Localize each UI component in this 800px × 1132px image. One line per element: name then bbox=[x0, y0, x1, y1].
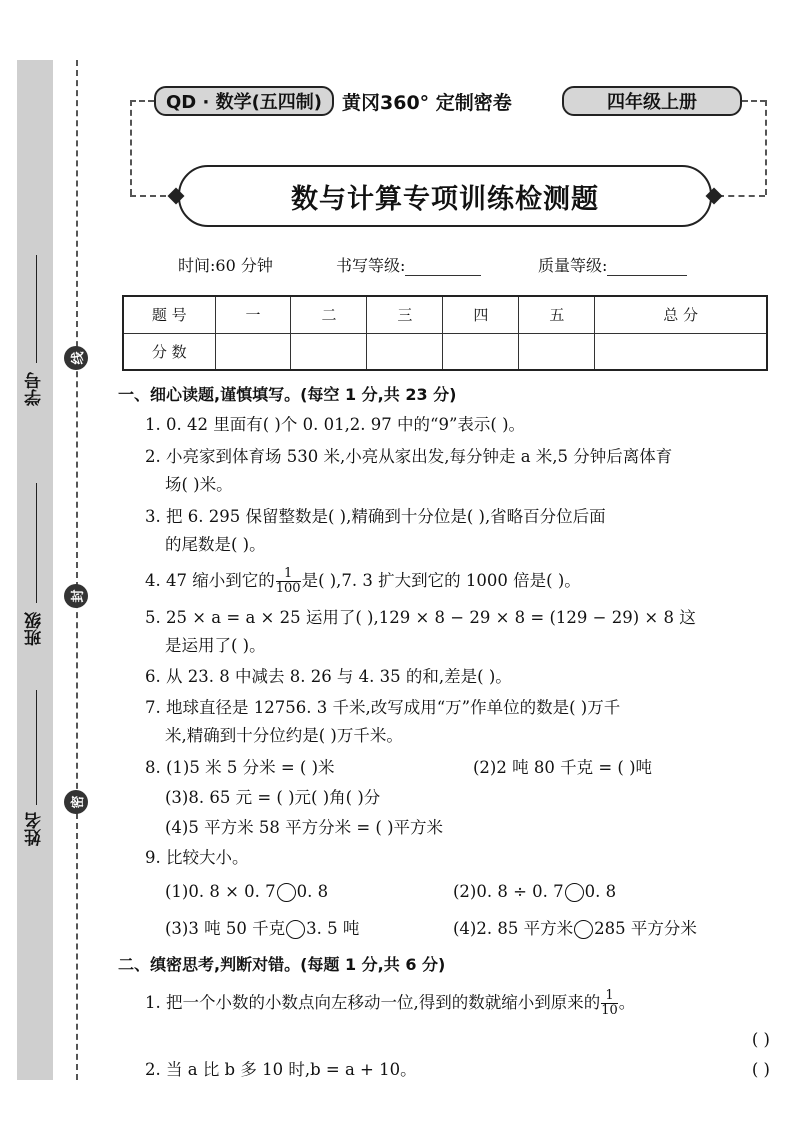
score-cell[interactable] bbox=[291, 333, 367, 370]
q4-post: 是( ),7. 3 扩大到它的 1000 倍是( )。 bbox=[301, 571, 581, 590]
score-cell[interactable] bbox=[367, 333, 443, 370]
question-2-2 bbox=[118, 1056, 778, 1084]
quality-grade bbox=[538, 253, 687, 276]
score-table-header-row bbox=[123, 296, 767, 333]
writing-grade-label: 书写等级: bbox=[336, 256, 406, 275]
header-dash-right bbox=[765, 100, 767, 195]
compare-circle[interactable] bbox=[286, 920, 305, 939]
header-dash-right-top bbox=[742, 100, 766, 102]
question-1-6: 6. 从 23. 8 中减去 8. 26 与 4. 35 的和,差是( )。 bbox=[145, 667, 512, 686]
score-cell[interactable] bbox=[443, 333, 519, 370]
q9-item2-right: 0. 8 bbox=[584, 882, 617, 901]
question-1-4 bbox=[118, 567, 778, 596]
q9-item4-left: (4)2. 85 平方米 bbox=[453, 919, 574, 938]
q9-item1-right: 0. 8 bbox=[296, 882, 329, 901]
series-badge: QD · 数学(五四制) bbox=[154, 86, 334, 116]
q9-item1-left: (1)0. 8 × 0. 7 bbox=[165, 882, 276, 901]
score-cell[interactable] bbox=[595, 333, 767, 370]
score-header-cell: 四 bbox=[443, 296, 519, 333]
q9-item1 bbox=[165, 878, 453, 906]
s2q1-pre: 1. 把一个小数的小数点向左移动一位,得到的数就缩小到原来的 bbox=[145, 993, 601, 1012]
seal-secret: 密 bbox=[64, 790, 88, 814]
header-dash-left-top bbox=[130, 100, 154, 102]
q9-item2-left: (2)0. 8 ÷ 0. 7 bbox=[453, 882, 564, 901]
name-blank bbox=[36, 690, 37, 805]
quality-grade-label: 质量等级: bbox=[538, 256, 608, 275]
writing-grade bbox=[336, 253, 481, 276]
section1-title: 一、细心读题,谨慎填写。(每空 1 分,共 23 分) bbox=[118, 385, 457, 404]
score-header-cell: 三 bbox=[367, 296, 443, 333]
class-label: 班级 bbox=[25, 612, 45, 646]
question-1-2a: 2. 小亮家到体育场 530 米,小亮从家出发,每分钟走 a 米,5 分钟后离体育 bbox=[145, 447, 673, 466]
brand-text: 黄冈360° 定制密卷 bbox=[342, 92, 512, 114]
score-cell[interactable] bbox=[215, 333, 291, 370]
compare-circle[interactable] bbox=[565, 883, 584, 902]
q4-frac-den: 100 bbox=[275, 581, 301, 596]
header-dash-right-bottom bbox=[718, 195, 765, 197]
header-dash-left bbox=[130, 100, 132, 195]
student-id-blank bbox=[36, 255, 37, 363]
time-limit: 时间:60 分钟 bbox=[178, 256, 273, 275]
q9-item2 bbox=[453, 878, 616, 906]
score-header-cell: 总 分 bbox=[595, 296, 767, 333]
writing-grade-blank[interactable] bbox=[405, 258, 481, 276]
q8-part3: (3)8. 65 元 = ( )元( )角( )分 bbox=[165, 788, 381, 807]
question-2-1 bbox=[118, 989, 778, 1018]
binding-strip bbox=[17, 60, 53, 1080]
question-1-7b: 米,精确到十分位约是( )万千米。 bbox=[165, 726, 403, 745]
cut-line bbox=[76, 60, 78, 1080]
grade-badge: 四年级上册 bbox=[562, 86, 742, 116]
name-label: 姓名 bbox=[25, 812, 45, 846]
question-1-3a: 3. 把 6. 295 保留整数是( ),精确到十分位是( ),省略百分位后面 bbox=[145, 507, 606, 526]
q8-part1: 8. (1)5 米 5 分米 = ( )米 bbox=[145, 758, 335, 777]
s2q1-frac-den: 10 bbox=[601, 1003, 618, 1018]
section2-title: 二、缜密思考,判断对错。(每题 1 分,共 6 分) bbox=[118, 955, 446, 974]
question-1-2b: 场( )米。 bbox=[165, 475, 233, 494]
question-1-7a: 7. 地球直径是 12756. 3 千米,改写成用“万”作单位的数是( )万千 bbox=[145, 698, 621, 717]
score-header-cell: 题 号 bbox=[123, 296, 215, 333]
q9-item3-left: (3)3 吨 50 千克 bbox=[165, 919, 286, 938]
q8-part4: (4)5 平方米 58 平方分米 = ( )平方米 bbox=[165, 818, 444, 837]
question-1-9: 9. 比较大小。 bbox=[145, 848, 249, 867]
student-id-label: 学号 bbox=[25, 372, 45, 406]
question-1-5b: 是运用了( )。 bbox=[165, 636, 266, 655]
s2q1-post: 。 bbox=[618, 993, 636, 1012]
score-cell[interactable] bbox=[519, 333, 595, 370]
question-1-1: 1. 0. 42 里面有( )个 0. 01,2. 97 中的“9”表示( )。 bbox=[145, 415, 526, 434]
s2q2-answer[interactable]: ( ) bbox=[751, 1060, 770, 1079]
questions bbox=[118, 381, 778, 1084]
q9-row1 bbox=[118, 878, 778, 906]
page-title: 数与计算专项训练检测题 bbox=[178, 165, 712, 227]
score-table bbox=[122, 295, 768, 371]
q9-row2 bbox=[118, 915, 778, 943]
compare-circle[interactable] bbox=[277, 883, 296, 902]
s2q1-fraction bbox=[601, 989, 618, 1018]
q4-frac-num: 1 bbox=[276, 567, 301, 582]
score-header-cell: 二 bbox=[291, 296, 367, 333]
compare-circle[interactable] bbox=[574, 920, 593, 939]
q9-item3-right: 3. 5 吨 bbox=[306, 919, 360, 938]
score-table-score-row bbox=[123, 333, 767, 370]
s2q2-text: 2. 当 a 比 b 多 10 时,b = a + 10。 bbox=[145, 1060, 417, 1079]
score-header-cell: 五 bbox=[519, 296, 595, 333]
score-row-label: 分 数 bbox=[123, 333, 215, 370]
q4-fraction bbox=[276, 567, 301, 596]
q9-item4 bbox=[453, 915, 697, 943]
s2q1-frac-num: 1 bbox=[601, 989, 618, 1004]
q9-item4-right: 285 平方分米 bbox=[594, 919, 697, 938]
question-1-5a: 5. 25 × a = a × 25 运用了( ),129 × 8 − 29 × 8 = (129 − 29) × 8 这 bbox=[145, 608, 696, 627]
quality-grade-blank[interactable] bbox=[607, 258, 687, 276]
seal-line: 线 bbox=[64, 346, 88, 370]
q8-part2: (2)2 吨 80 千克 = ( )吨 bbox=[473, 758, 653, 777]
q9-item3 bbox=[165, 915, 453, 943]
seal-seal: 封 bbox=[64, 584, 88, 608]
q4-pre: 4. 47 缩小到它的 bbox=[145, 571, 275, 590]
class-blank bbox=[36, 483, 37, 603]
score-header-cell: 一 bbox=[215, 296, 291, 333]
question-1-8-row1 bbox=[118, 754, 778, 782]
question-1-3b: 的尾数是( )。 bbox=[165, 535, 266, 554]
s2q1-answer[interactable]: ( ) bbox=[751, 1030, 770, 1049]
